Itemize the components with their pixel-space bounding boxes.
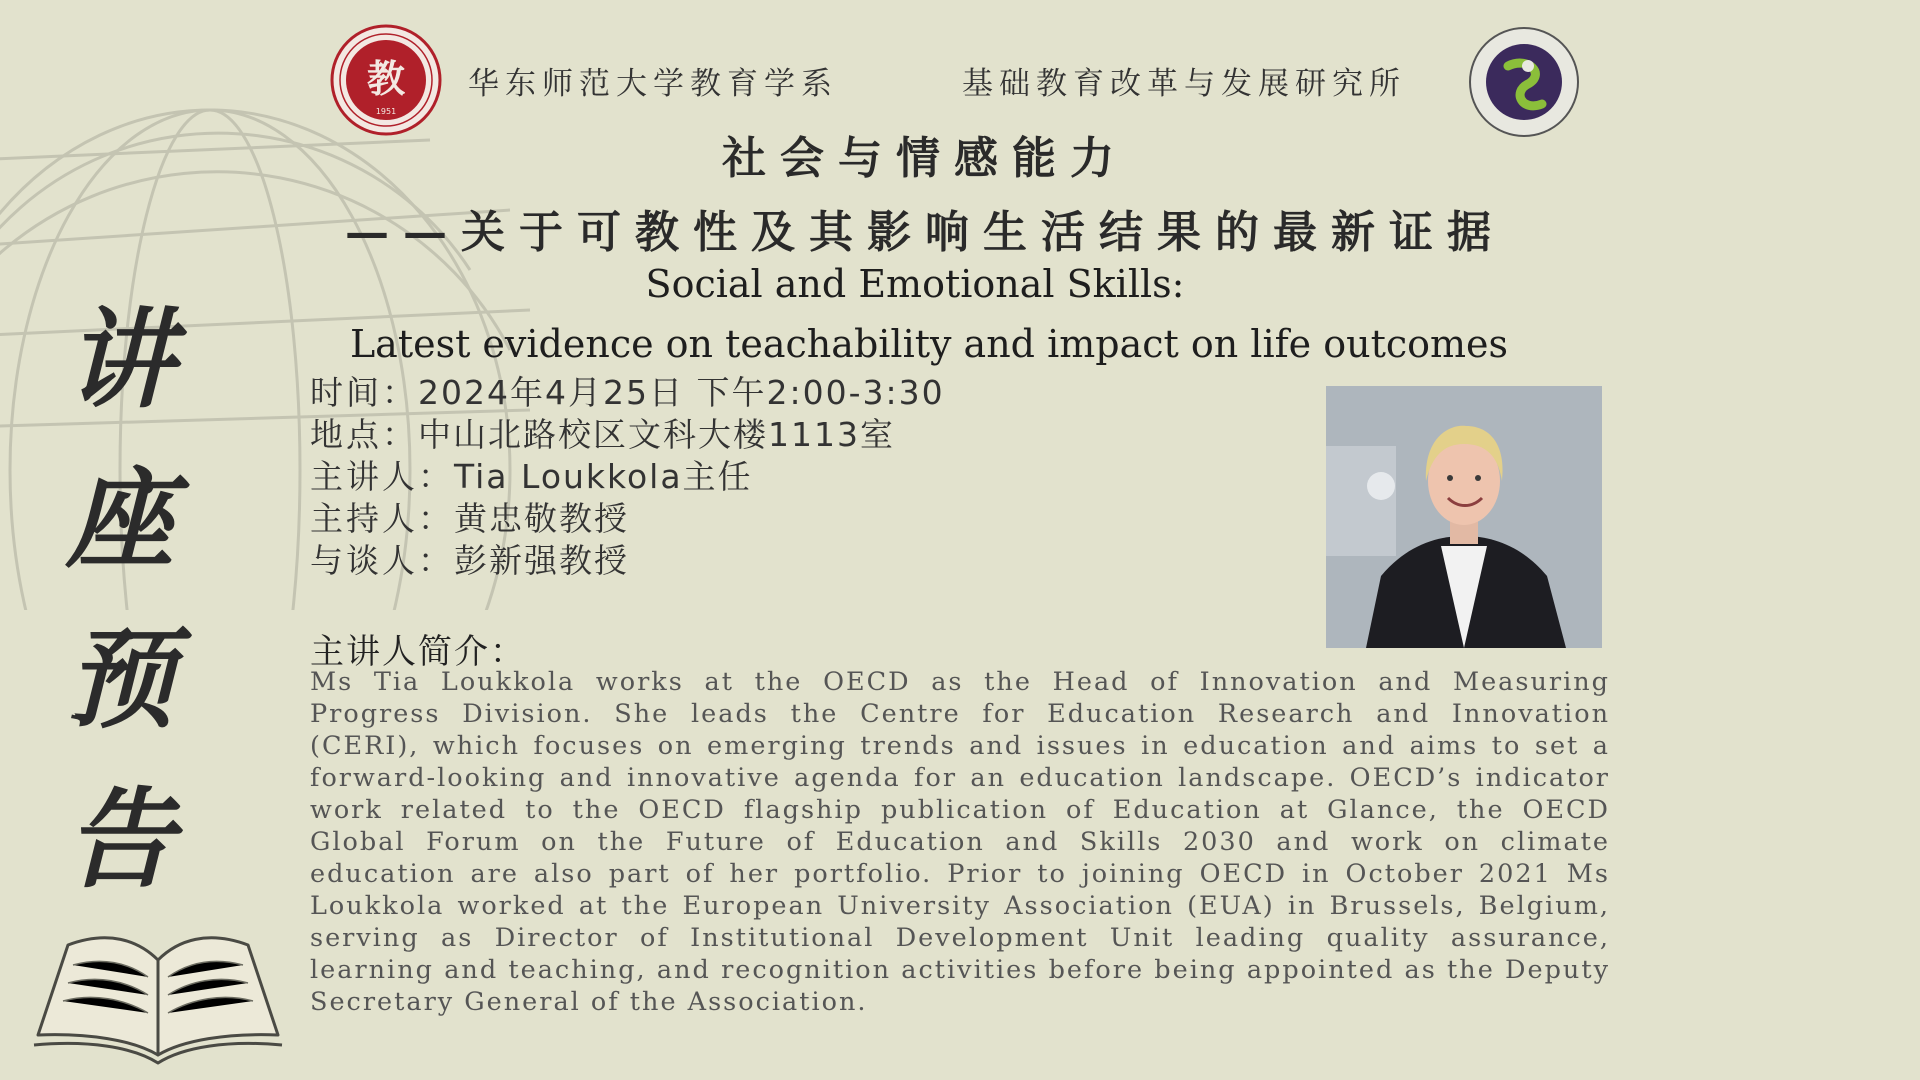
event-info <box>310 372 945 582</box>
vertical-title-char: 讲 <box>65 297 174 423</box>
logo-year: 1951 <box>375 107 397 116</box>
ecnu-education-department-logo <box>330 24 442 136</box>
info-row-time <box>310 372 945 414</box>
vertical-title-char: 座 <box>65 457 174 583</box>
logo-center-char: 教 <box>366 56 406 101</box>
info-value: 黄忠敬教授 <box>454 499 629 538</box>
speaker-bio-heading: 主讲人简介： <box>310 632 526 672</box>
title-chinese-main: 社会与情感能力 <box>722 133 1128 184</box>
vertical-title-char: 告 <box>65 777 174 903</box>
info-value: Tia Loukkola主任 <box>454 457 753 496</box>
vertical-title <box>55 280 185 920</box>
speaker-portrait <box>1326 386 1602 648</box>
info-row-host <box>310 498 945 540</box>
speaker-photo <box>1326 386 1602 648</box>
title-english-subtitle: Latest evidence on teachability and impact on life outcomes <box>349 322 1509 366</box>
info-row-speaker <box>310 456 945 498</box>
info-value: 彭新强教授 <box>454 541 629 580</box>
organization-right: 基础教育改革与发展研究所 <box>962 66 1406 102</box>
organization-left: 华东师范大学教育学系 <box>468 66 838 102</box>
info-row-location <box>310 414 945 456</box>
speaker-bio-text: Ms Tia Loukkola works at the OECD as the Head of Innovation and Measuring Progress Division. She leads the Centre for Education Research and Innovation (CERI), which focuses on emerging trends and issues in education and aims to set a forward-looking and innovative agenda for an education landscape. OECD’s indicator work related to the OECD flagship publication of Education at Glance, the OECD Global Forum on the Future of Education and Skills 2030 and work on climate education are also part of her portfolio. Prior to joining OECD in October 2021 Ms Loukkola worked at the European University Association (EUA) in Brussels, Belgium, serving as Director of Institutional Development Unit leading quality assurance, learning and teaching, and recognition activities before being appointed as the Deputy Secretary General of the Association. <box>310 667 1610 1017</box>
vertical-title-char: 预 <box>65 617 174 743</box>
info-label: 与谈人： <box>310 541 454 580</box>
info-value: 2024年4月25日 下午2:00-3:30 <box>418 373 945 412</box>
open-book-icon <box>28 905 288 1065</box>
info-label: 主持人： <box>310 499 454 538</box>
info-label: 主讲人： <box>310 457 454 496</box>
info-label: 地点： <box>310 415 418 454</box>
title-chinese-subtitle: ——关于可教性及其影响生活结果的最新证据 <box>345 207 1505 258</box>
info-label: 时间： <box>310 373 418 412</box>
info-row-discussant <box>310 540 945 582</box>
title-english-main: Social and Emotional Skills: <box>645 262 1185 306</box>
info-value: 中山北路校区文科大楼1113室 <box>418 415 895 454</box>
